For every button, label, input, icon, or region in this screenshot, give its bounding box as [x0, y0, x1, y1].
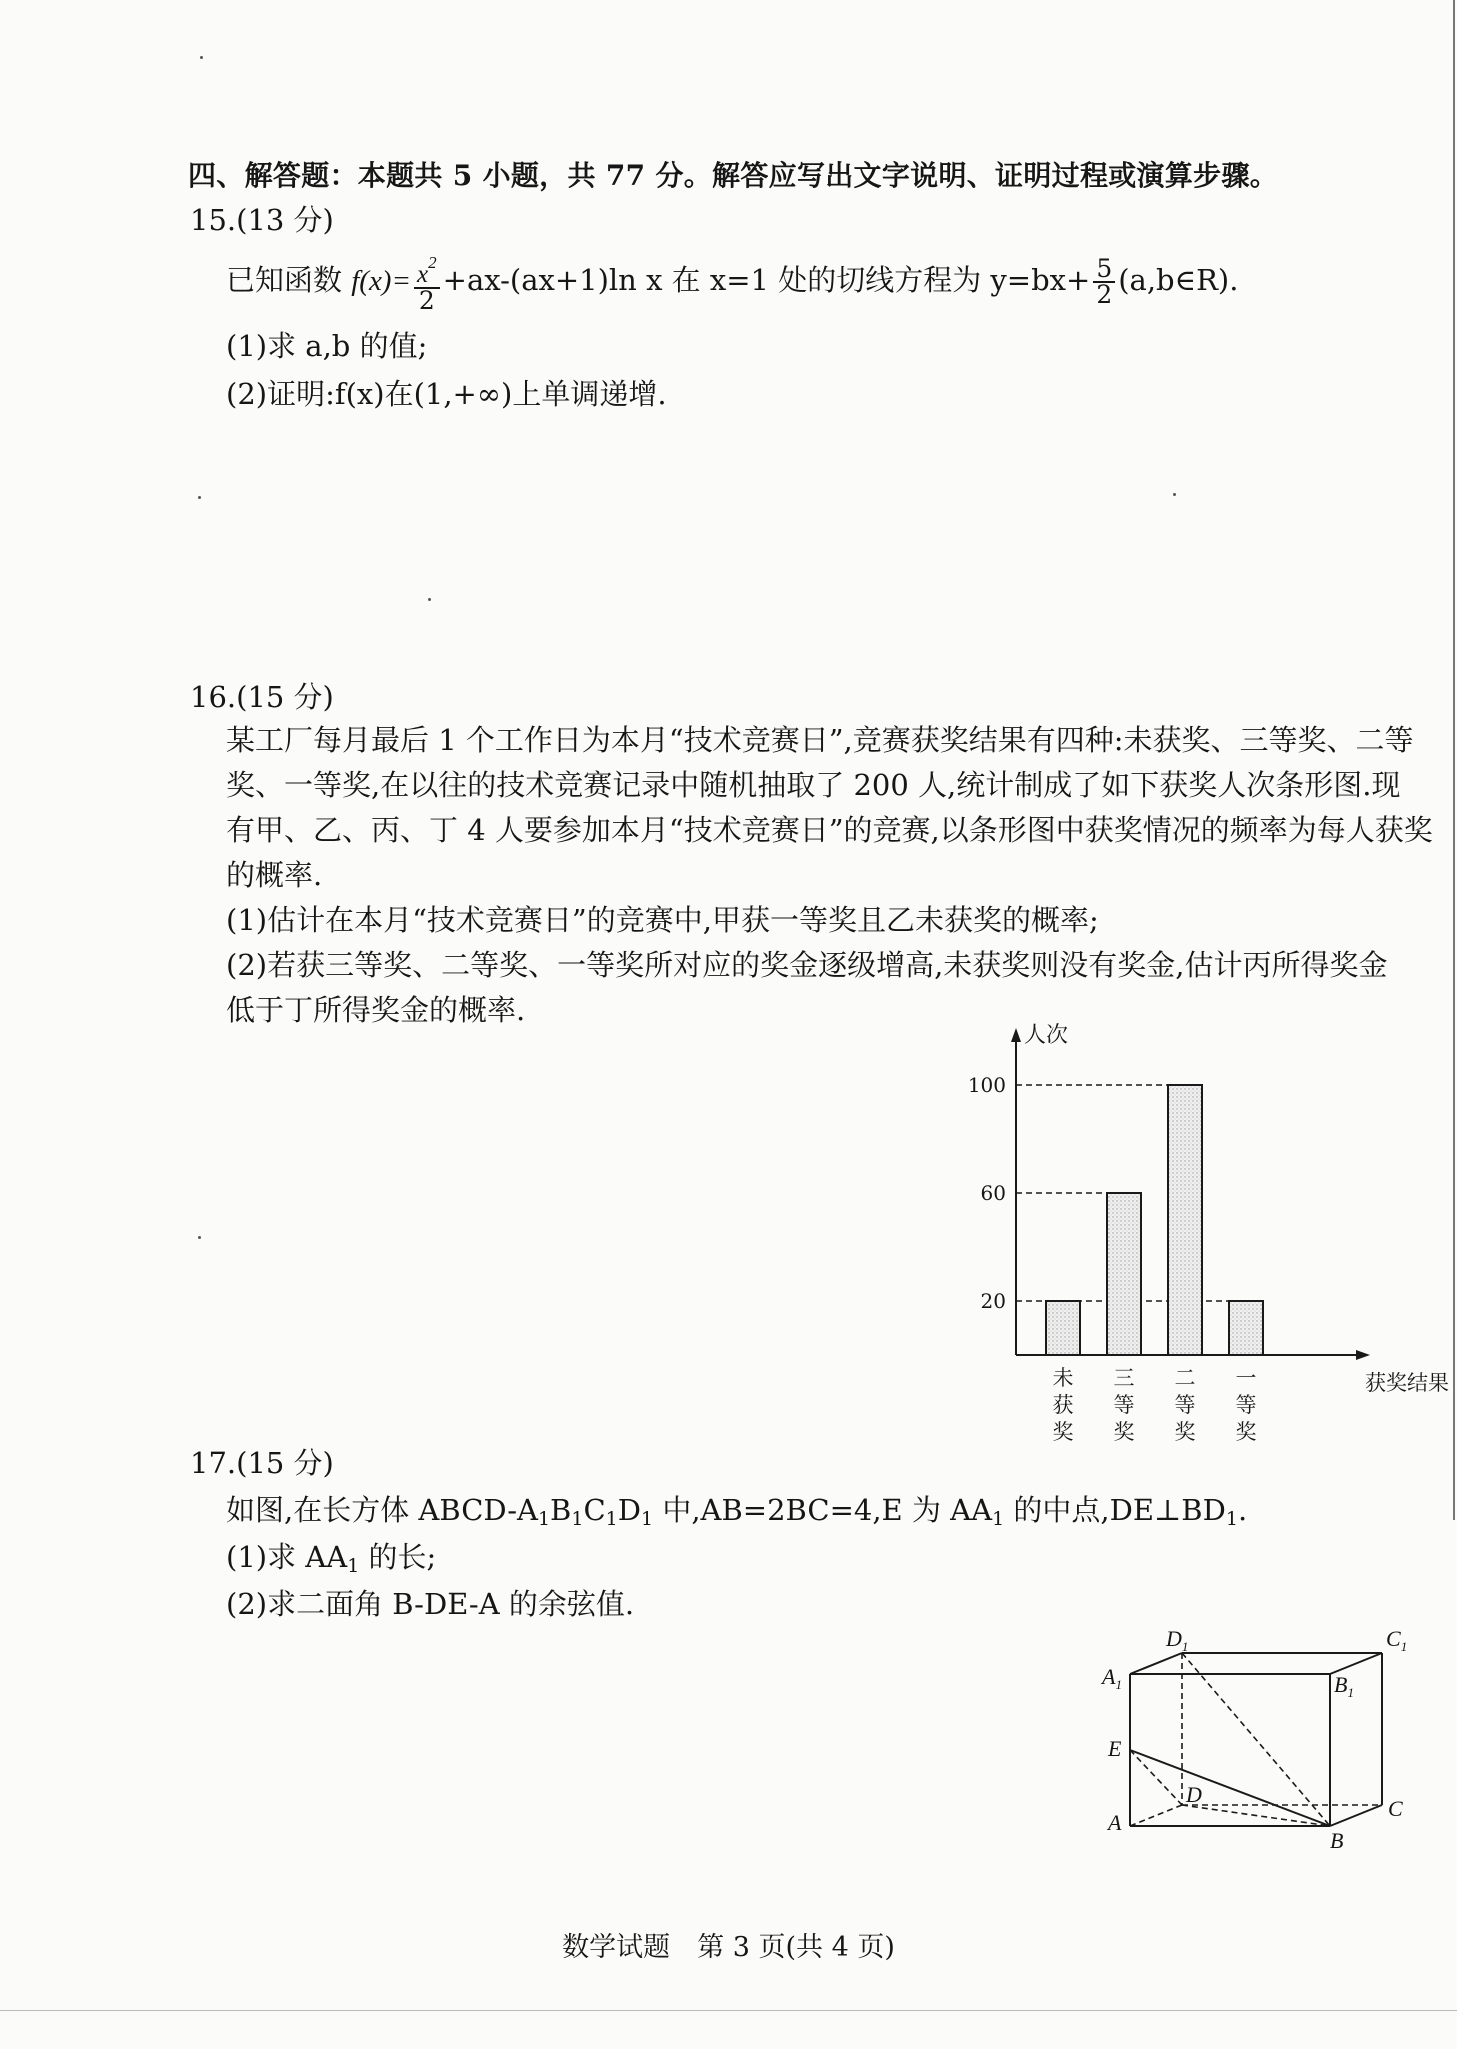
category-label-二等奖: 奖 — [1174, 1420, 1196, 1444]
problem-17-part-1: (1)求 $AA_1$ 的长; — [226, 1540, 437, 1577]
category-label-二等奖: 二 — [1174, 1366, 1196, 1390]
category-label-一等奖: 等 — [1235, 1393, 1257, 1417]
problem-number: 15. — [190, 203, 237, 237]
category-label-未获奖: 未 — [1052, 1366, 1074, 1390]
fraction-5-over-2: $\frac{5}{2}$ — [1093, 257, 1115, 307]
category-label-二等奖: 等 — [1174, 1393, 1196, 1417]
category-label-三等奖: 等 — [1113, 1393, 1135, 1417]
scan-speck — [428, 598, 431, 601]
segment-D-B — [1182, 1805, 1330, 1826]
page-footer: 数学试题 第 3 页(共 4 页) — [562, 1932, 895, 1963]
fraction-x2-over-2: $\frac{x^2}{2}$ — [414, 251, 440, 313]
segment-D1-B — [1182, 1653, 1330, 1826]
category-label-未获奖: 获 — [1052, 1393, 1074, 1417]
scan-edge-right — [1453, 0, 1455, 1520]
problem-16-stem-line-1: 某工厂每月最后 1 个工作日为本月“技术竞赛日”,竞赛获奖结果有四种:未获奖、三等奖、二等 — [226, 723, 1414, 757]
award-bar-chart — [960, 1020, 1449, 1450]
scan-speck — [200, 56, 203, 59]
y-tick-label-100: 100 — [967, 1073, 1006, 1097]
problem-number: 17. — [190, 1446, 237, 1480]
problem-17-stem: 如图,在长方体 ABCD-$A_1B_1C_1D_1$ 中,AB=2BC=4,E 为 $AA_1$ 的中点$,DE\perp BD_1$. — [226, 1493, 1248, 1530]
edge-B-C — [1330, 1805, 1382, 1826]
cuboid-figure — [1100, 1620, 1420, 1853]
problem-16-part-1: (1)估计在本月“技术竞赛日”的竞赛中,甲获一等奖且乙未获奖的概率; — [226, 903, 1099, 937]
problem-16-stem-line-4: 的概率. — [226, 858, 323, 892]
edge-A1-D1 — [1130, 1653, 1182, 1674]
label-A: A — [1108, 1810, 1122, 1835]
problem-15-part-2: (2)证明:f(x)在(1,+∞)上单调递增. — [226, 377, 667, 411]
edge-B1-C1 — [1330, 1653, 1382, 1674]
problem-points: (15 分) — [236, 1446, 334, 1480]
problem-16-part-2-cont: 低于丁所得奖金的概率. — [226, 993, 526, 1027]
problem-15-stem: 已知函数 f(x)= $\frac{x^2}{2}$ +ax-(ax+1)ln x 在 x=1 处的切线方程为 y=bx+ $\frac{5}{2}$ (a,b∈R). — [226, 253, 1239, 315]
problem-15-header — [190, 200, 334, 240]
label-C1: $C_1$ — [1386, 1626, 1408, 1654]
problem-17-part-2: (2)求二面角 B-DE-A 的余弦值. — [226, 1587, 635, 1621]
label-B: B — [1330, 1828, 1344, 1853]
section-heading: 四、解答题：本题共 5 小题，共 77 分。解答应写出文字说明、证明过程或演算步骤。 — [188, 159, 1279, 192]
problem-16-stem-line-3: 有甲、乙、丙、丁 4 人要参加本月“技术竞赛日”的竞赛,以条形图中获奖情况的频率为每人获奖 — [226, 813, 1433, 847]
problem-15-part-1: (1)求 a,b 的值; — [226, 329, 428, 363]
problem-16-stem-line-2: 奖、一等奖,在以往的技术竞赛记录中随机抽取了 200 人,统计制成了如下获奖人次条形图.现 — [226, 768, 1401, 802]
problem-points: (15 分) — [236, 680, 334, 714]
scan-edge-bottom — [0, 2010, 1457, 2011]
y-tick-label-20: 20 — [980, 1289, 1006, 1313]
bar-三等奖 — [1107, 1193, 1141, 1355]
category-label-一等奖: 一 — [1235, 1366, 1257, 1390]
problem-16-header — [190, 677, 334, 717]
label-A1: $A_1$ — [1102, 1664, 1122, 1692]
y-tick-label-60: 60 — [980, 1181, 1006, 1205]
problem-number: 16. — [190, 680, 237, 714]
category-label-三等奖: 三 — [1113, 1366, 1135, 1390]
label-B1: $B_1$ — [1334, 1672, 1354, 1700]
bar-一等奖 — [1229, 1301, 1263, 1355]
label-D1: $D_1$ — [1166, 1626, 1189, 1654]
bar-二等奖 — [1168, 1085, 1202, 1355]
category-label-三等奖: 奖 — [1113, 1420, 1135, 1444]
label-C: C — [1388, 1796, 1403, 1821]
problem-points: (13 分) — [236, 203, 334, 237]
scan-speck — [1173, 493, 1176, 496]
scan-speck — [198, 496, 201, 499]
label-E: E — [1108, 1736, 1122, 1761]
problem-16-part-2: (2)若获三等奖、二等奖、一等奖所对应的奖金逐级增高,未获奖则没有奖金,估计丙所得奖金 — [226, 948, 1388, 982]
category-label-一等奖: 奖 — [1235, 1420, 1257, 1444]
y-axis-label: 人次 — [1024, 1023, 1069, 1048]
edge-A-D — [1130, 1805, 1182, 1826]
label-D: D — [1186, 1782, 1202, 1807]
scan-speck — [198, 1236, 201, 1239]
x-axis-label: 获奖结果 — [1365, 1371, 1449, 1395]
segment-E-D — [1130, 1750, 1182, 1805]
x-axis-arrow — [1356, 1350, 1370, 1360]
bar-未获奖 — [1046, 1301, 1080, 1355]
category-label-未获奖: 奖 — [1052, 1420, 1074, 1444]
problem-17-header — [190, 1443, 334, 1483]
y-axis-arrow — [1011, 1028, 1021, 1042]
